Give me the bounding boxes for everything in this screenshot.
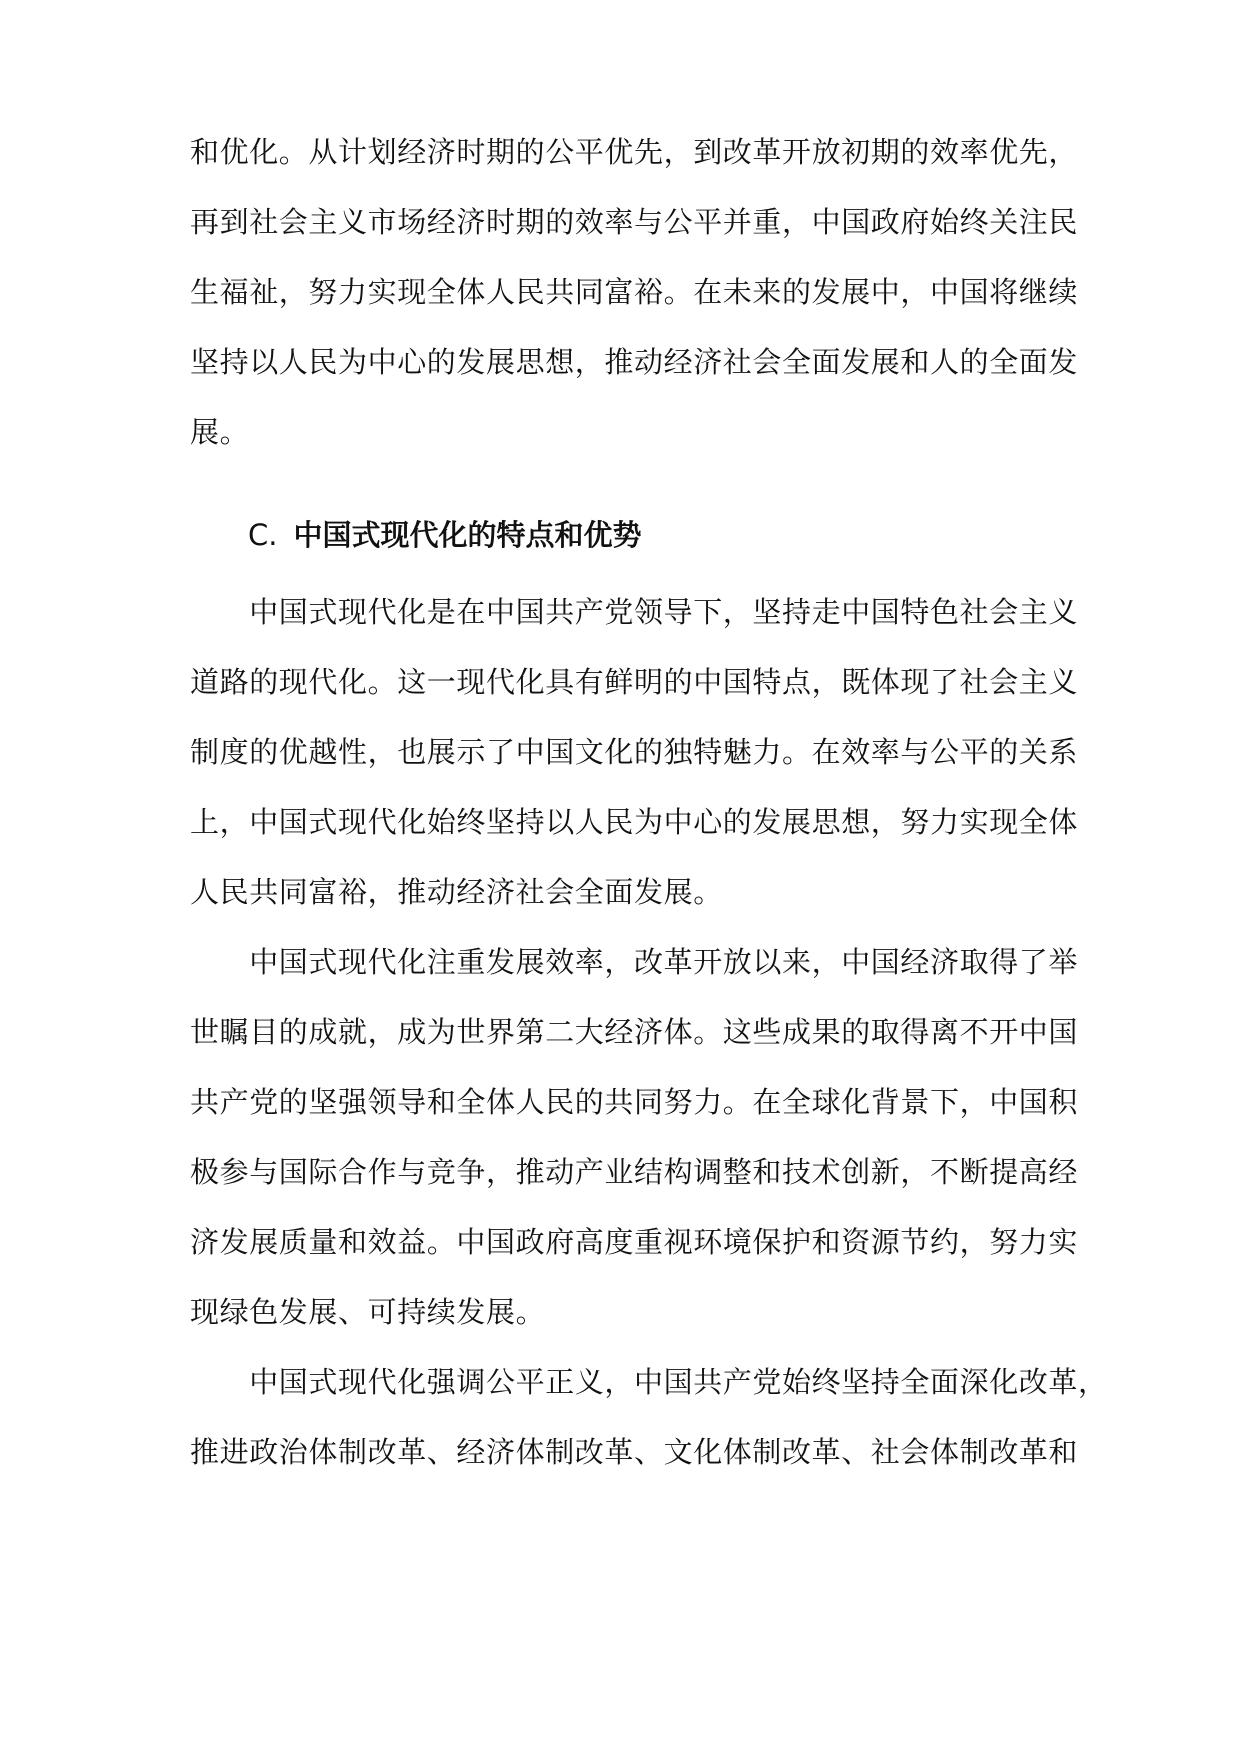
- text-line: 中国式现代化强调公平正义，中国共产党始终坚持全面深化改革，: [190, 1365, 1108, 1399]
- text-line: 中国式现代化是在中国共产党领导下，坚持走中国特色社会主义: [190, 595, 1079, 629]
- section-heading: [248, 515, 641, 555]
- text-line: 制度的优越性，也展示了中国文化的独特魅力。在效率与公平的关系: [190, 735, 1079, 769]
- text-line: 人民共同富裕，推动经济社会全面发展。: [190, 875, 723, 909]
- text-line: 共产党的坚强领导和全体人民的共同努力。在全球化背景下，中国积: [190, 1085, 1079, 1119]
- text-line: 和优化。从计划经济时期的公平优先，到改革开放初期的效率优先，: [190, 135, 1079, 169]
- text-line: 展。: [190, 415, 250, 449]
- text-line: 上，中国式现代化始终坚持以人民为中心的发展思想，努力实现全体: [190, 805, 1079, 839]
- text-line: 极参与国际合作与竞争，推动产业结构调整和技术创新，不断提高经: [190, 1155, 1079, 1189]
- text-line: 生福祉，努力实现全体人民共同富裕。在未来的发展中，中国将继续: [190, 275, 1079, 309]
- text-line: 世瞩目的成就，成为世界第二大经济体。这些成果的取得离不开中国: [190, 1015, 1079, 1049]
- text-line: 坚持以人民为中心的发展思想，推动经济社会全面发展和人的全面发: [190, 345, 1079, 379]
- text-line: 济发展质量和效益。中国政府高度重视环境保护和资源节约，努力实: [190, 1225, 1079, 1259]
- text-line: 现绿色发展、可持续发展。: [190, 1295, 546, 1329]
- text-line: 中国式现代化注重发展效率，改革开放以来，中国经济取得了举: [190, 945, 1079, 979]
- text-line: 推进政治体制改革、经济体制改革、文化体制改革、社会体制改革和: [190, 1435, 1079, 1469]
- section-letter: C.: [248, 518, 278, 552]
- text-line: 再到社会主义市场经济时期的效率与公平并重，中国政府始终关注民: [190, 205, 1079, 239]
- text-line: 道路的现代化。这一现代化具有鲜明的中国特点，既体现了社会主义: [190, 665, 1079, 699]
- section-title: 中国式现代化的特点和优势: [293, 518, 642, 552]
